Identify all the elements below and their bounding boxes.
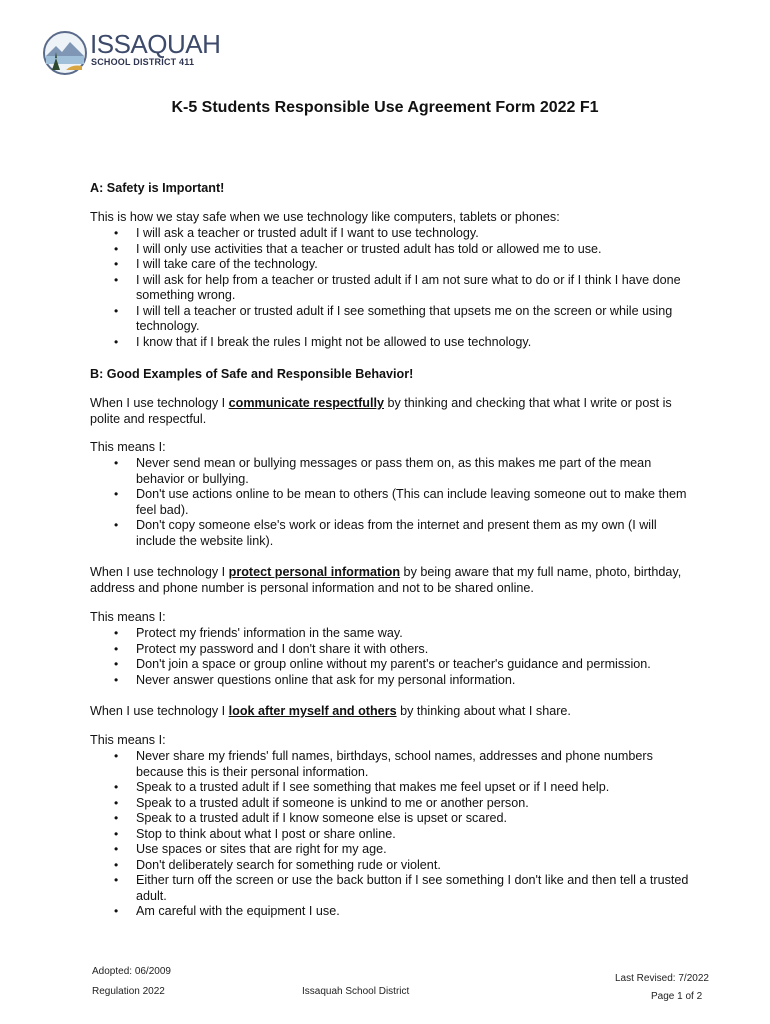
block-look-after-means: This means I: [90, 733, 166, 747]
list-item: • Don't use actions online to be mean to others (This can include leaving someone out to make them feel bad). [114, 487, 694, 518]
list-item: • I will take care of the technology. [114, 257, 694, 273]
paragraph-tail-text: by thinking about what I share. [396, 704, 571, 718]
list-item: • Protect my friends' information in the same way. [114, 626, 694, 642]
footer-district: Issaquah School District [302, 986, 410, 997]
list-item: • Don't join a space or group online without my parent's or teacher's guidance and permission. [114, 657, 694, 673]
block-protect-paragraph [90, 565, 690, 596]
paragraph-lead-text: When I use technology I [90, 704, 229, 718]
section-a-list [114, 226, 694, 350]
paragraph-tail-text: by thinking and checking that what I write or post is polite and respectful. [90, 396, 672, 426]
footer-regulation: Regulation 2022 [92, 986, 165, 997]
list-item: • Never share my friends' full names, birthdays, school names, addresses and phone numbers because this is their personal information. [114, 749, 694, 780]
section-a-intro: This is how we stay safe when we use technology like computers, tablets or phones: [90, 210, 560, 224]
paragraph-lead-text: When I use technology I [90, 396, 229, 410]
keyword-communicate-respectfully: communicate respectfully [228, 396, 384, 410]
list-item: • Never answer questions online that ask for my personal information. [114, 673, 694, 689]
list-item: • Am careful with the equipment I use. [114, 904, 694, 920]
list-item: • I know that if I break the rules I might not be allowed to use technology. [114, 335, 694, 351]
list-item: • Don't deliberately search for something rude or violent. [114, 858, 694, 874]
list-item: • Speak to a trusted adult if someone is unkind to me or another person. [114, 796, 694, 812]
list-item: • Speak to a trusted adult if I know someone else is upset or scared. [114, 811, 694, 827]
block-look-after-list [114, 749, 694, 920]
list-item: • Don't copy someone else's work or ideas from the internet and present them as my own (I will include the website link). [114, 518, 694, 549]
block-communicate-paragraph [90, 396, 690, 427]
list-item: • Stop to think about what I post or share online. [114, 827, 694, 843]
footer-page-number: Page 1 of 2 [651, 991, 703, 1002]
footer-adopted: Adopted: 06/2009 [92, 966, 171, 977]
keyword-look-after-myself-and-others: look after myself and others [228, 704, 397, 718]
section-a-heading: A: Safety is Important! [90, 181, 225, 195]
paragraph-tail-text: by being aware that my full name, photo, birthday, address and phone number is personal information and not to be shared online. [90, 565, 682, 595]
list-item: • I will only use activities that a teacher or trusted adult has told or allowed me to use. [114, 242, 694, 258]
block-protect-means: This means I: [90, 610, 166, 624]
page-title: K-5 Students Responsible Use Agreement Form 2022 F1 [171, 99, 599, 116]
org-subtitle: SCHOOL DISTRICT 411 [91, 57, 195, 67]
block-protect-list [114, 626, 694, 688]
district-logo [42, 28, 221, 76]
list-item: • Never send mean or bullying messages or pass them on, as this makes me part of the mean behavior or bullying. [114, 456, 694, 487]
list-item: • Protect my password and I don't share it with others. [114, 642, 694, 658]
keyword-protect-personal-information: protect personal information [228, 565, 401, 579]
block-communicate-means: This means I: [90, 440, 166, 454]
list-item: • Speak to a trusted adult if I see something that makes me feel upset or if I need help. [114, 780, 694, 796]
list-item: • I will tell a teacher or trusted adult if I see something that upsets me on the screen or while using technology. [114, 304, 694, 335]
section-b-heading: B: Good Examples of Safe and Responsible Behavior! [90, 367, 414, 381]
footer-revised: Last Revised: 7/2022 [615, 973, 709, 984]
paragraph-lead-text: When I use technology I [90, 565, 229, 579]
list-item: • I will ask for help from a teacher or trusted adult if I am not sure what to do or if I think I have done something wrong. [114, 273, 694, 304]
block-communicate-list [114, 456, 694, 549]
list-item: • Use spaces or sites that are right for my age. [114, 842, 694, 858]
org-name: ISSAQUAH [90, 29, 221, 59]
block-look-after-paragraph [90, 704, 690, 720]
list-item: • Either turn off the screen or use the back button if I see something I don't like and then tell a trusted adult. [114, 873, 694, 904]
logo-emblem-icon [42, 30, 88, 76]
list-item: • I will ask a teacher or trusted adult if I want to use technology. [114, 226, 694, 242]
